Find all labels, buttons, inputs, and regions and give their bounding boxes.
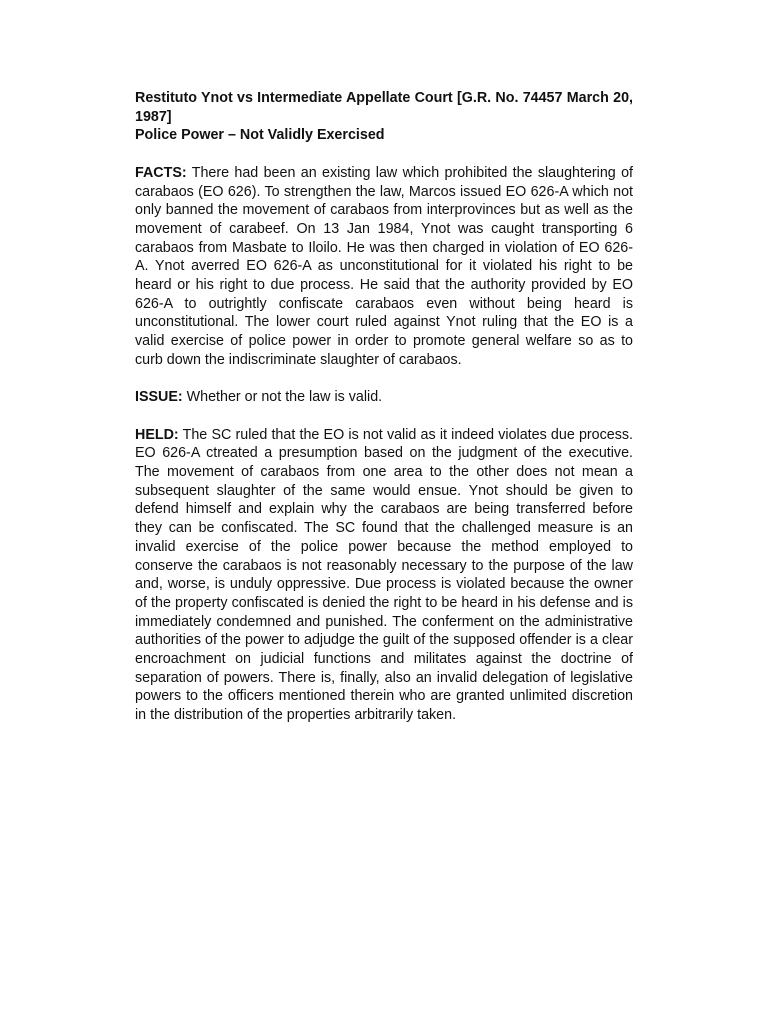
document-page <box>135 89 633 725</box>
issue-section <box>135 388 633 407</box>
issue-label: ISSUE: <box>135 389 183 406</box>
held-label: HELD: <box>135 426 179 443</box>
facts-label: FACTS: <box>135 164 187 181</box>
held-section <box>135 426 633 725</box>
issue-text: Whether or not the law is valid. <box>186 389 383 406</box>
held-text: The SC ruled that the EO is not valid as it indeed violates due process. EO 626-A ctreated a presumption based on the judgment of the executive. The movement of carabaos from one area to the other does not mean a subsequent slaughter of the same would ensue. Ynot should be given to defend himself and explain why the carabaos are being transferred before they can be confiscated. The SC found that the challenged measure is an invalid exercise of the police power because the method employed to conserve the carabaos is not reasonably necessary to the purpose of the law and, worse, is unduly oppressive. Due process is violated because the owner of the property confiscated is denied the right to be heard in his defense and is immediately condemned and punished. The conferment on the administrative authorities of the power to adjudge the guilt of the supposed offender is a clear encroachment on judicial functions and militates against the doctrine of separation of powers. There is, finally, also an invalid delegation of legislative powers to the officers mentioned therein who are granted unlimited discretion in the distribution of the properties arbitrarily taken. <box>135 426 634 724</box>
facts-section <box>135 164 633 370</box>
facts-text: There had been an existing law which prohibited the slaughtering of carabaos (EO 626). To strengthen the law, Marcos issued EO 626-A which not only banned the movement of carabaos from interprovinces but as well as the movement of carabeef. On 13 Jan 1984, Ynot was caught transporting 6 carabaos from Masbate to Iloilo. He was then charged in violation of EO 626-A. Ynot averred EO 626-A as unconstitutional for it violated his right to be heard or his right to due process. He said that the authority provided by EO 626-A to outrightly confiscate carabaos even without being heard is unconstitutional. The lower court ruled against Ynot ruling that the EO is a valid exercise of police power in order to promote general welfare so as to curb down the indiscriminate slaughter of carabaos. <box>135 164 633 368</box>
case-title: Restituto Ynot vs Intermediate Appellate Court [G.R. No. 74457 March 20, 1987] <box>135 90 633 125</box>
case-subtitle: Police Power – Not Validly Exercised <box>135 127 385 144</box>
